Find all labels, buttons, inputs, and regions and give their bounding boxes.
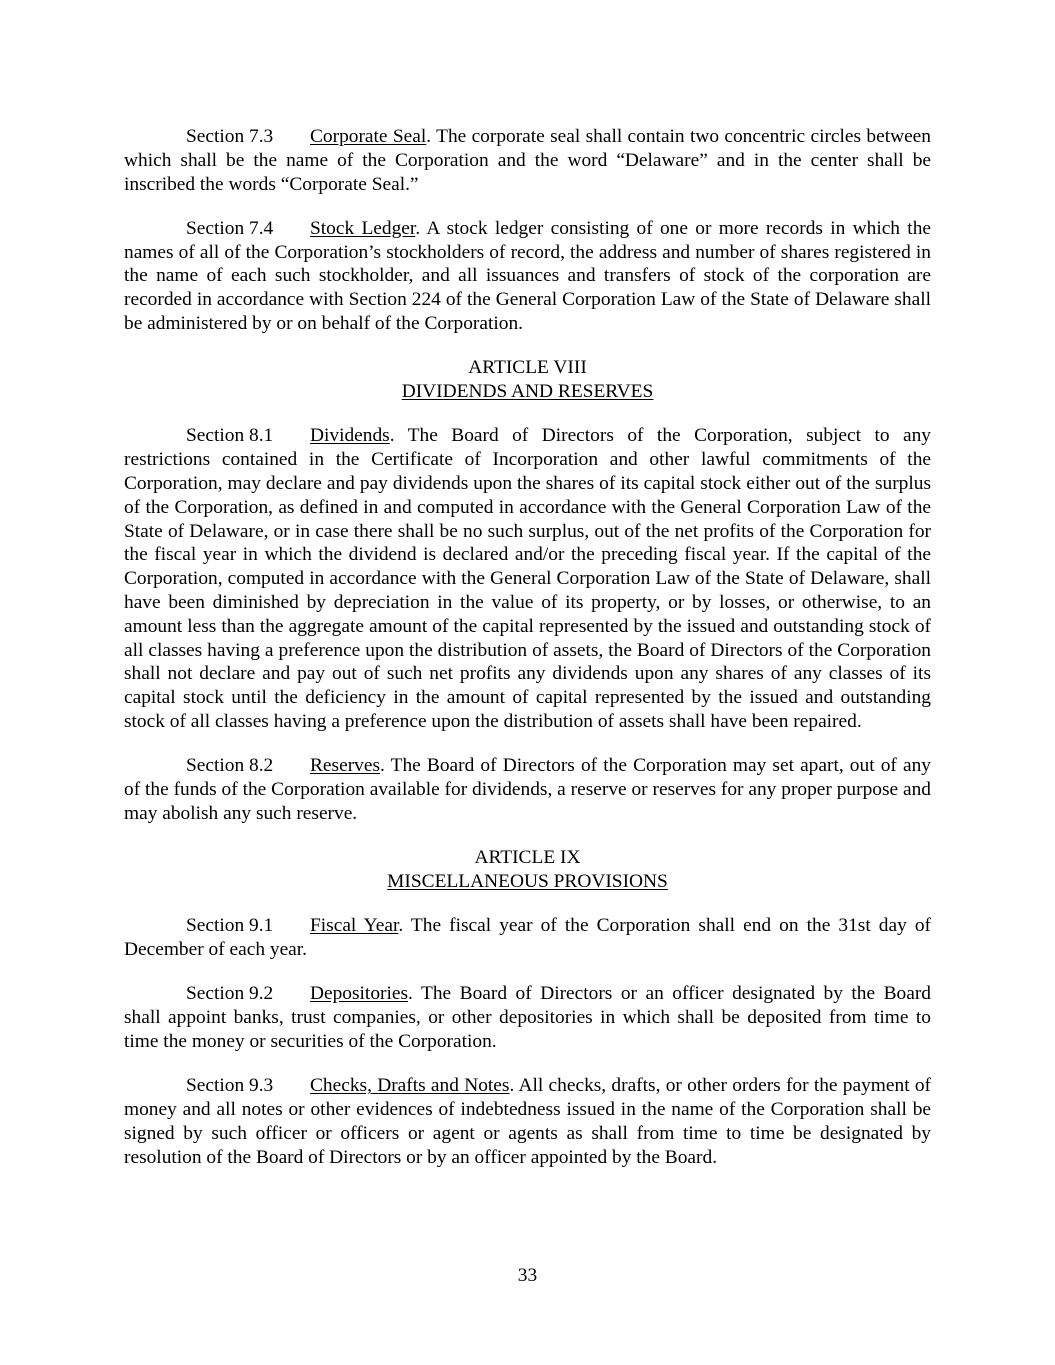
section-body: . The Board of Directors or an officer designated by the Board shall appoint banks, trust companies, or other depositories in which shall be deposited from time to time the money or securities of the Corporation.	[124, 983, 931, 1052]
section-body: . The fiscal year of the Corporation shall end on the 31st day of December of each year.	[124, 915, 932, 961]
section-9-2	[124, 982, 931, 1053]
section-title: Dividends	[310, 425, 390, 447]
section-number: Section 9.2	[186, 983, 274, 1005]
section-8-1	[124, 424, 931, 733]
section-body: . The Board of Directors of the Corporation, subject to any restrictions contained in the Certificate of Incorporation and other lawful commitments of the Corporation, may declare and pay dividends upon the shares of its capital stock either out of the surplus of the Corporation, as defined in and computed in accordance with the General Corporation Law of the State of Delaware, or in case there shall be no such surplus, out of the net profits of the Corporation for the fiscal year in which the dividend is declared and/or the preceding fiscal year. If the capital of the Corporation, computed in accordance with the General Corporation Law of the State of Delaware, shall have been diminished by depreciation in the value of its property, or by losses, or otherwise, to an amount less than the aggregate amount of the capital represented by the issued and outstanding stock of all classes having a preference upon the distribution of assets, the Board of Directors of the Corporation shall not declare and pay out of such net profits any dividends upon any shares of any classes of its capital stock until the deficiency in the amount of capital represented by the issued and outstanding stock of all classes having a preference upon the distribution of assets shall have been repaired.	[124, 425, 931, 733]
page-content	[124, 125, 931, 1190]
article-ix-header	[124, 846, 931, 894]
section-number: Section 9.3	[186, 1075, 274, 1097]
section-body: . The Board of Directors of the Corporation may set apart, out of any of the funds of the Corporation available for dividends, a reserve or reserves for any proper purpose and may abolish any such reserve.	[124, 755, 931, 824]
page-number: 33	[517, 1265, 538, 1286]
section-title: Checks, Drafts and Notes	[310, 1075, 510, 1097]
article-heading: ARTICLE VIII	[468, 357, 587, 379]
section-number: Section 7.4	[186, 217, 274, 239]
section-title: Corporate Seal	[310, 126, 427, 147]
section-9-1	[124, 914, 931, 962]
section-title: Stock Ledger	[310, 217, 416, 239]
article-viii-header	[124, 356, 931, 404]
section-body: . The corporate seal shall contain two concentric circles between which shall be the name of the Corporation and the word “Delaware” and in the center shall be inscribed the words “Corporate Seal.”	[124, 126, 931, 195]
section-9-3	[124, 1074, 931, 1169]
section-title: Fiscal Year	[310, 915, 399, 937]
section-8-2	[124, 754, 931, 825]
section-7-4	[124, 217, 931, 336]
section-body: . All checks, drafts, or other orders for the payment of money and all notes or other evidences of indebtedness issued in the name of the Corporation shall be signed by such officer or officers or agent or agents as shall from time to time be designated by resolution of the Board of Directors or by an officer appointed by the Board.	[124, 1075, 932, 1168]
section-body: . A stock ledger consisting of one or more records in which the names of all of the Corporation’s stockholders of record, the address and number of shares registered in the name of each such stockholder, and all issuances and transfers of stock of the corporation are recorded in accordance with Section 224 of the General Corporation Law of the State of Delaware shall be administered by or on behalf of the Corporation.	[124, 217, 931, 335]
article-title: MISCELLANEOUS PROVISIONS	[387, 871, 668, 893]
article-heading: ARTICLE IX	[474, 847, 581, 869]
section-number: Section 8.2	[186, 755, 274, 777]
section-7-3	[124, 125, 931, 196]
section-number: Section 7.3	[186, 126, 274, 147]
section-number: Section 8.1	[186, 425, 274, 447]
section-number: Section 9.1	[186, 915, 274, 937]
section-title: Reserves	[310, 755, 380, 777]
section-title: Depositories	[310, 983, 409, 1005]
article-title: DIVIDENDS AND RESERVES	[401, 381, 654, 403]
